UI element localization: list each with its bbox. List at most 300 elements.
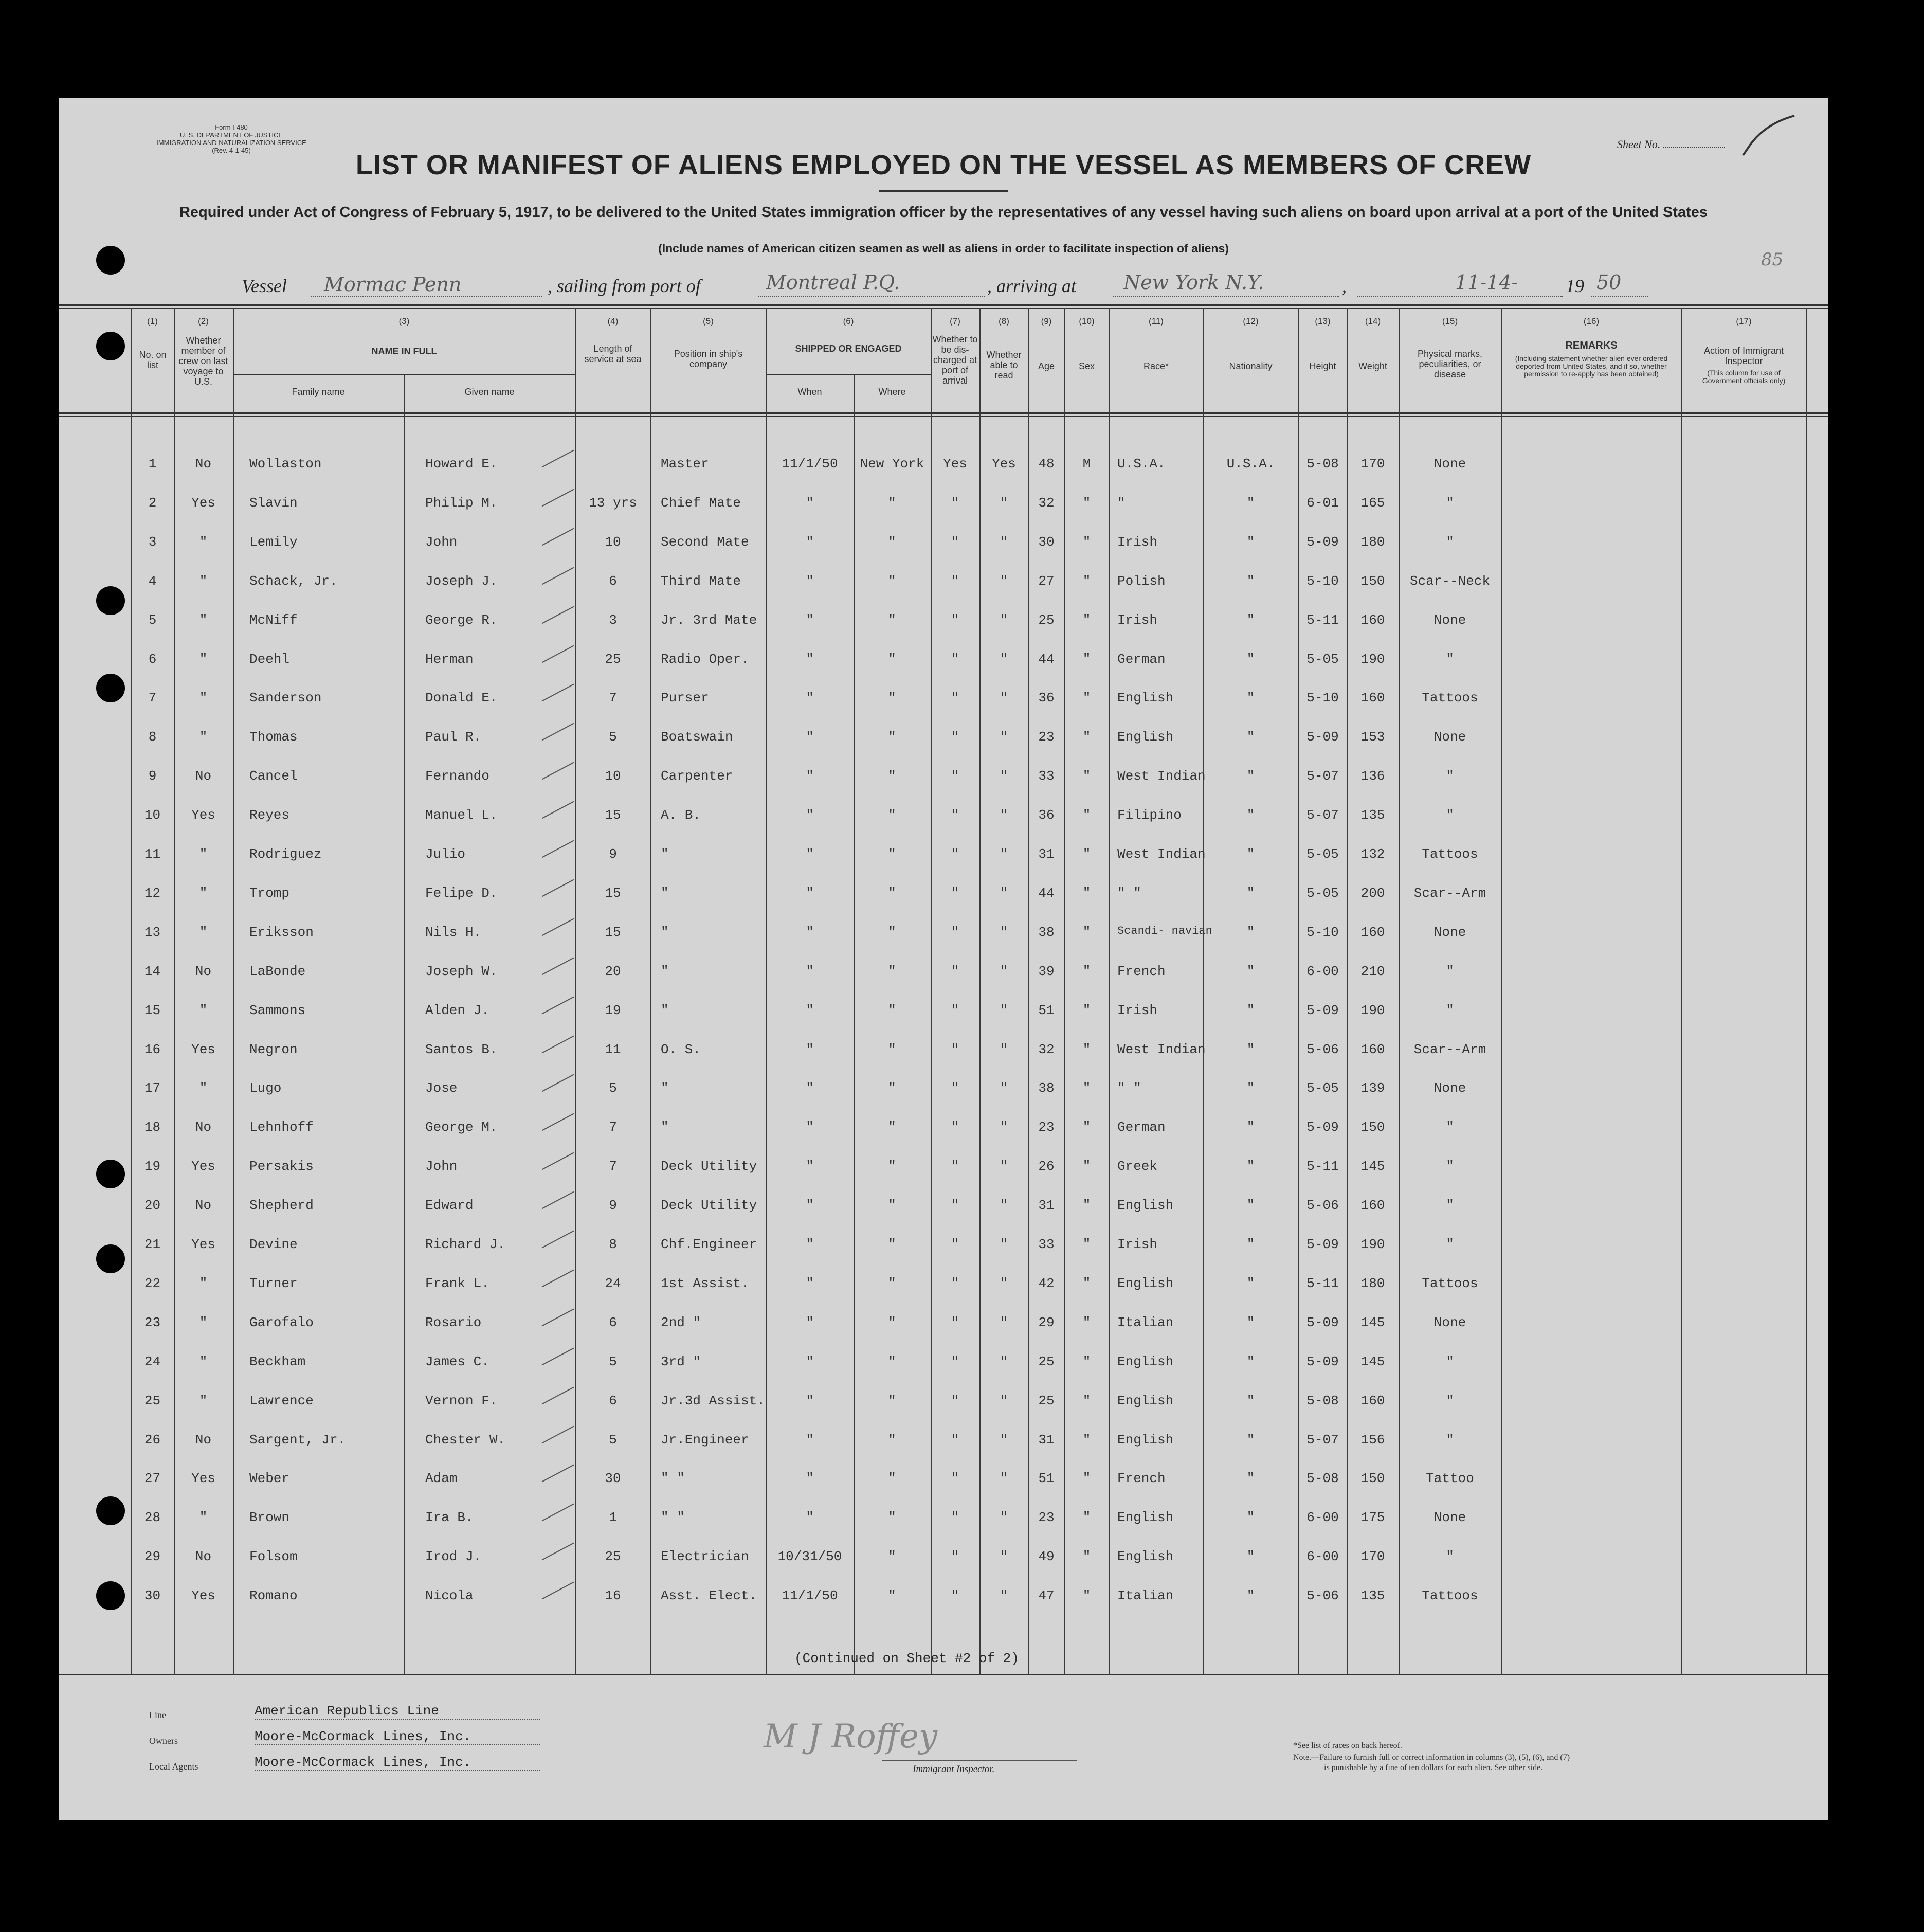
title-underline	[879, 190, 1008, 192]
age-cell: 23	[1038, 729, 1055, 745]
able-to-read-cell: "	[1000, 1393, 1008, 1409]
service-length-cell: 5	[609, 1080, 617, 1096]
service-length-cell: 30	[605, 1471, 621, 1487]
col15-number: (15)	[1442, 316, 1458, 326]
given-name-cell: Ira B.	[425, 1510, 474, 1526]
race-cell: Irish	[1117, 1002, 1158, 1018]
height-cell: 6-00	[1306, 1549, 1339, 1565]
height-cell: 5-09	[1306, 1353, 1339, 1369]
height-cell: 5-06	[1306, 1588, 1339, 1604]
sheet-number-blank	[1663, 147, 1725, 148]
nationality-cell: "	[1246, 1510, 1255, 1526]
last-voyage-cell: "	[199, 924, 208, 940]
physical-marks-cell: "	[1446, 963, 1454, 979]
age-cell: 26	[1038, 1159, 1055, 1175]
race-cell: English	[1117, 1198, 1174, 1214]
position-cell: "	[661, 1080, 669, 1096]
given-name-cell: George M.	[425, 1120, 498, 1135]
able-to-read-cell: "	[1000, 1120, 1008, 1135]
able-to-read-cell: "	[1000, 1198, 1008, 1214]
family-name-cell: Sargent, Jr.	[249, 1432, 346, 1448]
nationality-cell: U.S.A.	[1226, 456, 1275, 472]
position-cell: 1st Assist.	[661, 1275, 749, 1291]
height-cell: 5-09	[1306, 1120, 1339, 1135]
nationality-cell: "	[1246, 1080, 1255, 1096]
shipped-where-cell: "	[888, 1159, 896, 1175]
nationality-cell: "	[1246, 1237, 1255, 1252]
shipped-when-cell: "	[806, 1198, 814, 1214]
race-cell: West Indian	[1117, 768, 1206, 784]
age-cell: 44	[1038, 885, 1055, 901]
race-cell: English	[1117, 1549, 1174, 1565]
given-name-cell: Howard E.	[425, 456, 498, 472]
weight-cell: 150	[1360, 1120, 1385, 1135]
physical-marks-cell: "	[1446, 1393, 1454, 1409]
age-cell: 23	[1038, 1120, 1055, 1135]
race-cell: Greek	[1117, 1159, 1158, 1175]
row-number: 11	[144, 846, 161, 862]
weight-cell: 165	[1360, 495, 1385, 511]
last-voyage-cell: Yes	[191, 495, 215, 511]
discharged-cell: "	[951, 1353, 959, 1369]
position-cell: Jr. 3rd Mate	[661, 612, 757, 628]
continued-note: (Continued on Sheet #2 of 2)	[794, 1651, 1019, 1666]
form-number: Form I-480	[215, 123, 248, 131]
given-name-cell: Paul R.	[425, 729, 482, 745]
nationality-cell: "	[1246, 1588, 1255, 1604]
vessel-label: Vessel	[242, 276, 287, 296]
shipped-where-cell: "	[888, 1041, 896, 1057]
agency-name: U. S. DEPARTMENT OF JUSTICE	[179, 131, 283, 139]
shipped-when-cell: "	[806, 690, 814, 706]
shipped-where-cell: "	[888, 1471, 896, 1487]
sex-cell: "	[1082, 1588, 1091, 1604]
nationality-cell: "	[1246, 1120, 1255, 1135]
col13-number: (13)	[1315, 316, 1331, 326]
nationality-cell: "	[1246, 612, 1255, 628]
physical-marks-cell: Tattoos	[1422, 690, 1478, 706]
row-number: 26	[144, 1432, 161, 1448]
header-inspector-note: (This column for use of Government officials only)	[1702, 369, 1786, 385]
position-cell: "	[661, 1002, 669, 1018]
physical-marks-cell: "	[1446, 1432, 1454, 1448]
vessel-name: Mormac Penn	[324, 273, 462, 296]
sex-cell: "	[1082, 963, 1091, 979]
shipped-when-cell: "	[806, 534, 814, 550]
shipped-when-cell: "	[806, 1120, 814, 1135]
family-name-cell: Deehl	[249, 651, 290, 667]
given-name-cell: Vernon F.	[425, 1393, 498, 1409]
given-name-cell: Frank L.	[425, 1275, 489, 1291]
header-race: Race*	[1143, 361, 1169, 371]
races-note: *See list of races on back hereof.	[1293, 1741, 1402, 1750]
given-name-cell: Donald E.	[425, 690, 498, 706]
last-voyage-cell: Yes	[191, 1237, 215, 1252]
given-name-cell: Chester W.	[425, 1432, 506, 1448]
sex-cell: "	[1082, 690, 1091, 706]
service-length-cell: 25	[605, 651, 621, 667]
age-cell: 47	[1038, 1588, 1055, 1604]
service-length-cell: 7	[609, 690, 617, 706]
height-cell: 5-05	[1306, 651, 1339, 667]
discharged-cell: "	[951, 1549, 959, 1565]
sex-cell: "	[1082, 1275, 1091, 1291]
row-number: 17	[144, 1080, 161, 1096]
position-cell: "	[661, 885, 669, 901]
row-number: 28	[144, 1510, 161, 1526]
row-number: 18	[144, 1120, 161, 1135]
nationality-cell: "	[1246, 1198, 1255, 1214]
position-cell: "	[661, 846, 669, 862]
margin-number: 85	[1761, 249, 1784, 270]
shipped-when-cell: "	[806, 1002, 814, 1018]
position-cell: Radio Oper.	[661, 651, 749, 667]
col11-number: (11)	[1149, 316, 1164, 326]
header-able-to-read: Whether able to read	[986, 350, 1022, 381]
last-voyage-cell: No	[195, 1549, 212, 1565]
family-name-cell: LaBonde	[249, 963, 306, 979]
shipped-when-cell: 11/1/50	[782, 1588, 838, 1604]
age-cell: 29	[1038, 1314, 1055, 1330]
given-name-cell: Felipe D.	[425, 885, 498, 901]
discharged-cell: "	[951, 1393, 959, 1409]
weight-cell: 210	[1360, 963, 1385, 979]
discharged-cell: "	[951, 963, 959, 979]
col3-number: (3)	[398, 316, 410, 326]
family-name-cell: Shepherd	[249, 1198, 314, 1214]
last-voyage-cell: "	[199, 885, 208, 901]
col8-number: (8)	[999, 316, 1009, 326]
header-discharged: Whether to be dis-charged at port of arrival	[932, 334, 978, 386]
given-name-cell: Fernando	[425, 768, 489, 784]
weight-cell: 190	[1360, 1002, 1385, 1018]
sex-cell: "	[1082, 1549, 1091, 1565]
race-cell: French	[1117, 963, 1166, 979]
position-cell: O. S.	[661, 1041, 701, 1057]
last-voyage-cell: Yes	[191, 1041, 215, 1057]
nationality-cell: "	[1246, 885, 1255, 901]
able-to-read-cell: "	[1000, 1588, 1008, 1604]
sex-cell: "	[1082, 1353, 1091, 1369]
physical-marks-cell: "	[1446, 495, 1454, 511]
last-voyage-cell: Yes	[191, 1588, 215, 1604]
age-cell: 25	[1038, 1353, 1055, 1369]
position-cell: A. B.	[661, 807, 701, 823]
sex-cell: "	[1082, 807, 1091, 823]
height-cell: 5-09	[1306, 1314, 1339, 1330]
sailing-label: , sailing from port of	[548, 276, 701, 296]
height-cell: 5-05	[1306, 1080, 1339, 1096]
race-cell: Italian	[1117, 1314, 1174, 1330]
discharged-cell: "	[951, 1120, 959, 1135]
discharged-cell: "	[951, 1041, 959, 1057]
binder-hole	[96, 332, 125, 360]
sex-cell: "	[1082, 1471, 1091, 1487]
able-to-read-cell: "	[1000, 768, 1008, 784]
given-name-cell: Adam	[425, 1471, 458, 1487]
col9-number: (9)	[1041, 316, 1052, 326]
given-name-cell: Joseph W.	[425, 963, 498, 979]
shipped-when-cell: "	[806, 1393, 814, 1409]
shipped-when-cell: "	[806, 1314, 814, 1330]
weight-cell: 190	[1360, 1237, 1385, 1252]
race-cell: West Indian	[1117, 1041, 1206, 1057]
discharged-cell: "	[951, 1275, 959, 1291]
given-name-cell: Nils H.	[425, 924, 482, 940]
shipped-when-cell: "	[806, 1471, 814, 1487]
weight-cell: 135	[1360, 807, 1385, 823]
position-cell: Chief Mate	[661, 495, 741, 511]
last-voyage-cell: No	[195, 963, 212, 979]
physical-marks-cell: Scar--Neck	[1409, 573, 1491, 589]
physical-marks-cell: None	[1433, 1314, 1466, 1330]
height-cell: 6-01	[1306, 495, 1339, 511]
race-cell: English	[1117, 729, 1174, 745]
position-cell: Purser	[661, 690, 709, 706]
nationality-cell: "	[1246, 1432, 1255, 1448]
discharged-cell: "	[951, 612, 959, 628]
row-number: 10	[144, 807, 161, 823]
physical-marks-cell: Tattoos	[1422, 1588, 1478, 1604]
given-name-cell: Richard J.	[425, 1237, 506, 1252]
row-number: 14	[144, 963, 161, 979]
family-name-cell: Weber	[249, 1471, 290, 1487]
race-cell: Irish	[1117, 534, 1158, 550]
requirement-text: Required under Act of Congress of February 5, 1917, to be delivered to the United States immigration officer by the representatives of any vessel having such aliens on board upon arrival at a port of the United States	[179, 204, 1708, 221]
shipped-where-cell: "	[888, 924, 896, 940]
shipped-where-cell: "	[888, 1510, 896, 1526]
shipped-where-cell: "	[888, 1314, 896, 1330]
age-cell: 39	[1038, 963, 1055, 979]
last-voyage-cell: "	[199, 1275, 208, 1291]
discharged-cell: "	[951, 690, 959, 706]
last-voyage-cell: "	[199, 1080, 208, 1096]
age-cell: 32	[1038, 495, 1055, 511]
given-name-cell: Nicola	[425, 1588, 474, 1604]
binder-hole	[96, 674, 125, 702]
family-name-cell: Rodriguez	[249, 846, 322, 862]
last-voyage-cell: "	[199, 1393, 208, 1409]
sex-cell: "	[1082, 1314, 1091, 1330]
service-length-cell: 7	[609, 1159, 617, 1175]
weight-cell: 145	[1360, 1314, 1385, 1330]
nationality-cell: "	[1246, 807, 1255, 823]
race-cell: U.S.A.	[1117, 456, 1166, 472]
position-cell: Boatswain	[661, 729, 733, 745]
nationality-cell: "	[1246, 690, 1255, 706]
given-name-cell: Santos B.	[425, 1041, 498, 1057]
race-cell: English	[1117, 1393, 1174, 1409]
weight-cell: 145	[1360, 1353, 1385, 1369]
row-number: 13	[144, 924, 161, 940]
position-cell: Chf.Engineer	[661, 1237, 757, 1252]
given-name-cell: Alden J.	[425, 1002, 489, 1018]
physical-marks-cell: "	[1446, 534, 1454, 550]
able-to-read-cell: "	[1000, 1275, 1008, 1291]
col14-number: (14)	[1365, 316, 1381, 326]
shipped-when-cell: "	[806, 846, 814, 862]
service-name: IMMIGRATION AND NATURALIZATION SERVICE	[156, 139, 306, 147]
shipped-when-cell: 10/31/50	[777, 1549, 842, 1565]
able-to-read-cell: "	[1000, 1080, 1008, 1096]
header-bottom-rule	[59, 412, 1828, 414]
race-cell: Italian	[1117, 1588, 1174, 1604]
height-cell: 5-10	[1306, 924, 1339, 940]
family-name-cell: Lehnhoff	[249, 1120, 314, 1135]
service-length-cell: 9	[609, 1198, 617, 1214]
age-cell: 38	[1038, 1080, 1055, 1096]
race-cell: " "	[1117, 885, 1141, 901]
header-age: Age	[1038, 361, 1055, 371]
discharged-cell: "	[951, 1002, 959, 1018]
shipped-where-cell: "	[888, 1432, 896, 1448]
height-cell: 5-10	[1306, 573, 1339, 589]
age-cell: 27	[1038, 573, 1055, 589]
owners-label: Owners	[149, 1736, 178, 1746]
nationality-cell: "	[1246, 1393, 1255, 1409]
shipped-where-cell: "	[888, 534, 896, 550]
discharged-cell: "	[951, 573, 959, 589]
binder-hole	[96, 1160, 125, 1188]
row-number: 12	[144, 885, 161, 901]
header-nationality: Nationality	[1229, 361, 1273, 371]
service-length-cell: 6	[609, 573, 617, 589]
age-cell: 31	[1038, 846, 1055, 862]
row-number: 1	[148, 456, 157, 472]
sex-cell: "	[1082, 1393, 1091, 1409]
physical-marks-cell: Tattoo	[1426, 1471, 1474, 1487]
row-number: 25	[144, 1393, 161, 1409]
shipped-when-cell: "	[806, 1159, 814, 1175]
given-name-cell: Manuel L.	[425, 807, 498, 823]
given-name-cell: Edward	[425, 1198, 474, 1214]
sex-cell: "	[1082, 924, 1091, 940]
given-name-cell: Irod J.	[425, 1549, 482, 1565]
line-value: American Republics Line	[255, 1703, 540, 1720]
physical-marks-cell: Tattoos	[1422, 1275, 1478, 1291]
age-cell: 51	[1038, 1471, 1055, 1487]
position-cell: Master	[661, 456, 709, 472]
weight-cell: 200	[1360, 885, 1385, 901]
header-position: Position in ship's company	[674, 349, 743, 369]
nationality-cell: "	[1246, 651, 1255, 667]
discharged-cell: "	[951, 1159, 959, 1175]
owners-value: Moore-McCormack Lines, Inc.	[255, 1729, 540, 1745]
physical-marks-cell: None	[1433, 729, 1466, 745]
discharged-cell: "	[951, 1080, 959, 1096]
given-name-cell: John	[425, 534, 458, 550]
service-length-cell: 15	[605, 885, 621, 901]
physical-marks-cell: "	[1446, 1159, 1454, 1175]
age-cell: 31	[1038, 1432, 1055, 1448]
weight-cell: 160	[1360, 1393, 1385, 1409]
position-cell: Asst. Elect.	[661, 1588, 757, 1604]
able-to-read-cell: "	[1000, 612, 1008, 628]
able-to-read-cell: "	[1000, 573, 1008, 589]
service-length-cell: 19	[605, 1002, 621, 1018]
port-from: Montreal P.Q.	[766, 271, 900, 294]
physical-marks-cell: "	[1446, 1237, 1454, 1252]
able-to-read-cell: "	[1000, 1471, 1008, 1487]
physical-marks-cell: "	[1446, 1353, 1454, 1369]
given-name-cell: James C.	[425, 1353, 489, 1369]
sex-cell: "	[1082, 1432, 1091, 1448]
col10-number: (10)	[1079, 316, 1095, 326]
nationality-cell: "	[1246, 1471, 1255, 1487]
position-cell: " "	[661, 1471, 685, 1487]
inspector-signature: M J Roffey	[764, 1718, 937, 1756]
weight-cell: 170	[1360, 456, 1385, 472]
last-voyage-cell: Yes	[191, 1159, 215, 1175]
last-voyage-cell: No	[195, 1198, 212, 1214]
height-cell: 5-11	[1306, 1275, 1339, 1291]
shipped-when-cell: "	[806, 768, 814, 784]
service-length-cell: 11	[605, 1041, 621, 1057]
shipped-where-cell: "	[888, 1353, 896, 1369]
shipped-when-cell: "	[806, 1275, 814, 1291]
sex-cell: "	[1082, 1237, 1091, 1252]
able-to-read-cell: "	[1000, 1237, 1008, 1252]
weight-cell: 170	[1360, 1549, 1385, 1565]
col17-number: (17)	[1736, 316, 1752, 326]
able-to-read-cell: "	[1000, 729, 1008, 745]
family-name-cell: Lawrence	[249, 1393, 314, 1409]
family-name-cell: Lemily	[249, 534, 298, 550]
family-name-cell: Brown	[249, 1510, 290, 1526]
form-revision: (Rev. 4-1-45)	[212, 147, 251, 154]
row-number: 5	[148, 612, 157, 628]
shipped-where-cell: "	[888, 768, 896, 784]
row-number: 3	[148, 534, 157, 550]
agents-value: Moore-McCormack Lines, Inc.	[255, 1755, 540, 1771]
weight-cell: 156	[1360, 1432, 1385, 1448]
header-family-name: Family name	[292, 387, 345, 397]
sex-cell: "	[1082, 1080, 1091, 1096]
header-remarks: REMARKS	[1565, 340, 1618, 351]
shipped-when-cell: "	[806, 885, 814, 901]
able-to-read-cell: Yes	[992, 456, 1016, 472]
row-number: 30	[144, 1588, 161, 1604]
height-cell: 5-09	[1306, 729, 1339, 745]
physical-marks-cell: "	[1446, 1198, 1454, 1214]
family-name-cell: Eriksson	[249, 924, 314, 940]
service-length-cell: 13 yrs	[589, 495, 637, 511]
given-name-cell: Julio	[425, 846, 466, 862]
family-name-cell: Schack, Jr.	[249, 573, 338, 589]
nationality-cell: "	[1246, 1314, 1255, 1330]
position-cell: "	[661, 1120, 669, 1135]
able-to-read-cell: "	[1000, 1159, 1008, 1175]
header-last-voyage: Whether member of crew on last voyage to U.S.	[178, 335, 228, 387]
weight-cell: 153	[1360, 729, 1385, 745]
binder-hole	[96, 586, 125, 615]
physical-marks-cell: Tattoos	[1422, 846, 1478, 862]
service-length-cell: 16	[605, 1588, 621, 1604]
shipped-when-cell: "	[806, 495, 814, 511]
nationality-cell: "	[1246, 534, 1255, 550]
last-voyage-cell: "	[199, 534, 208, 550]
weight-cell: 139	[1360, 1080, 1385, 1096]
family-name-cell: Lugo	[249, 1080, 282, 1096]
shipped-where-cell: "	[888, 1393, 896, 1409]
physical-marks-cell: "	[1446, 651, 1454, 667]
service-length-cell: 5	[609, 1353, 617, 1369]
able-to-read-cell: "	[1000, 807, 1008, 823]
family-name-cell: Folsom	[249, 1549, 298, 1565]
arriving-label: , arriving at	[987, 276, 1077, 296]
physical-marks-cell: "	[1446, 807, 1454, 823]
header-name-in-full: NAME IN FULL	[371, 346, 437, 356]
